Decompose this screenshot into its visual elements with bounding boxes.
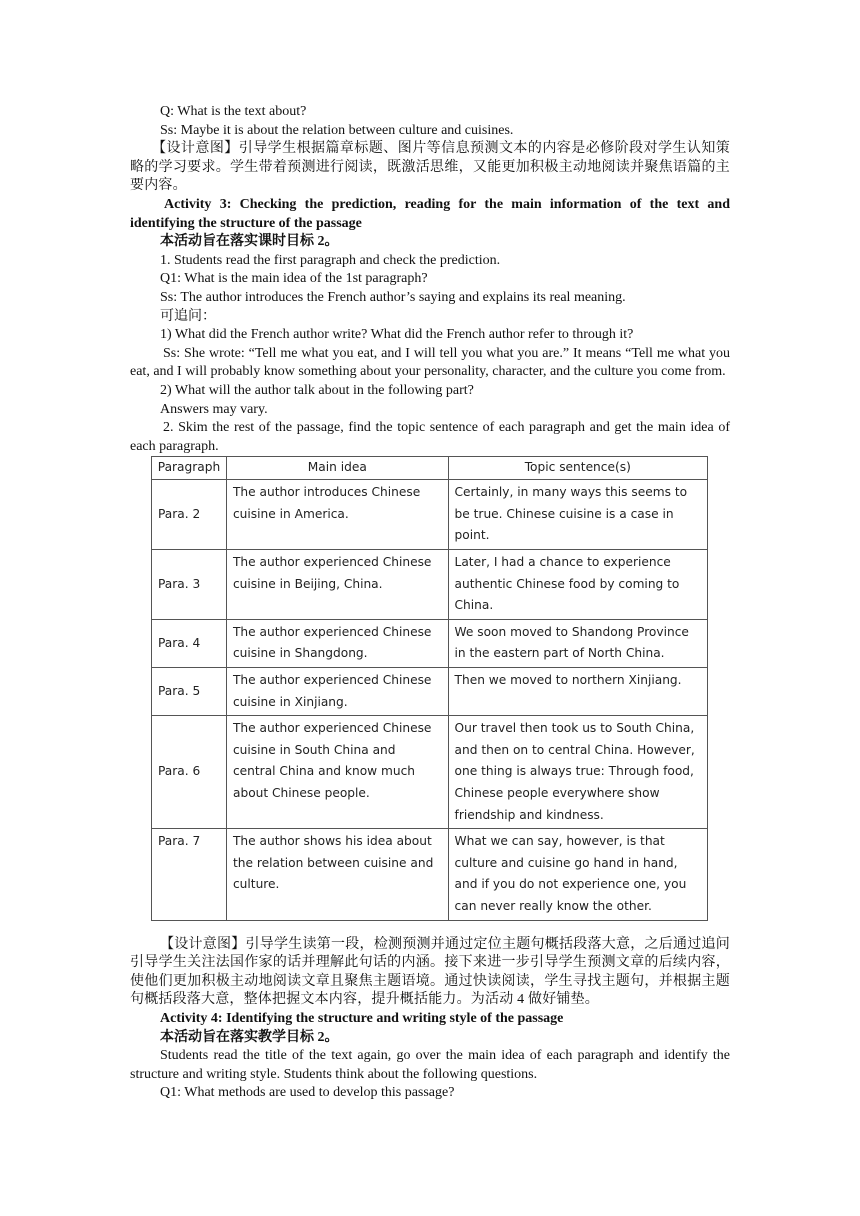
activity-4-title: Activity 4: Identifying the structure and writing style of the passage: [160, 1010, 564, 1026]
follow-up-answer-2: Answers may vary.: [160, 401, 268, 417]
cell-main-idea: The author experienced Chinese cuisine in Xinjiang.: [226, 668, 448, 716]
table-row: [152, 668, 708, 716]
cell-paragraph: Para. 2: [152, 480, 227, 550]
activity-3-title: Activity 3: Checking the prediction, reading for the main information of the text and identifying the structure of the passage: [130, 196, 730, 231]
table-row: [152, 550, 708, 620]
cell-paragraph: Para. 5: [152, 668, 227, 716]
table-row: [152, 619, 708, 667]
cell-topic-sentence: Our travel then took us to South China, and then on to central China. However, one thing is always true: Through food, Chinese people everywhere show friendship and kindness.: [448, 716, 707, 829]
cell-main-idea: The author shows his idea about the relation between cuisine and culture.: [226, 829, 448, 920]
cell-paragraph: Para. 7: [152, 829, 227, 920]
table-header-row: [152, 457, 708, 480]
question-methods: Q1: What methods are used to develop this passage?: [160, 1085, 455, 1101]
table-row: [152, 480, 708, 550]
follow-up-question-1: 1) What did the French author write? What did the French author refer to through it?: [160, 327, 634, 343]
cell-paragraph: Para. 3: [152, 550, 227, 620]
design-intent-1: 【设计意图】引导学生根据篇章标题、图片等信息预测文本的内容是必修阶段对学生认知策略的学习要求。学生带着预测进行阅读，既激活思维，又能更加积极主动地阅读并聚焦语篇的主要内容。: [130, 141, 730, 194]
cell-main-idea: The author experienced Chinese cuisine in Beijing, China.: [226, 550, 448, 620]
table-row: [152, 716, 708, 829]
step-1: 1. Students read the first paragraph and check the prediction.: [160, 252, 501, 268]
answer-1: Ss: The author introduces the French author’s saying and explains its real meaning.: [160, 289, 626, 305]
step-2: 2. Skim the rest of the passage, find the topic sentence of each paragraph and get the main idea of each paragraph.: [130, 420, 730, 454]
cell-topic-sentence: We soon moved to Shandong Province in the eastern part of North China.: [448, 619, 707, 667]
follow-up-answer-1: Ss: She wrote: “Tell me what you eat, and I will tell you what you are.” It means “Tell me what you eat, and I will probably know something about your personality, character, and the culture you come from.: [130, 345, 730, 380]
activity-3-goal: 本活动旨在落实课时目标 2。: [160, 234, 339, 250]
activity-4-step: Students read the title of the text again, go over the main idea of each paragraph and identify the structure and writing style. Students think about the following questions.: [130, 1048, 730, 1082]
cell-paragraph: Para. 4: [152, 619, 227, 667]
header-topic-sentence: Topic sentence(s): [448, 457, 707, 480]
cell-main-idea: The author experienced Chinese cuisine in Shangdong.: [226, 619, 448, 667]
table-row: [152, 829, 708, 920]
question-text-about: Q: What is the text about?: [160, 104, 307, 119]
cell-topic-sentence: What we can say, however, is that culture and cuisine go hand in hand, and if you do not experience one, you can never really know the other.: [448, 829, 707, 920]
follow-up-question-2: 2) What will the author talk about in the following part?: [160, 382, 474, 398]
header-main-idea: Main idea: [226, 457, 448, 480]
cell-topic-sentence: Later, I had a chance to experience authentic Chinese food by coming to China.: [448, 550, 707, 620]
header-paragraph: Paragraph: [152, 457, 227, 480]
cell-topic-sentence: Certainly, in many ways this seems to be true. Chinese cuisine is a case in point.: [448, 480, 707, 550]
cell-topic-sentence: Then we moved to northern Xinjiang.: [448, 668, 707, 716]
document-page: [130, 103, 730, 1103]
main-idea-table: [151, 456, 708, 920]
cell-main-idea: The author experienced Chinese cuisine in South China and central China and know much about Chinese people.: [226, 716, 448, 829]
question-1: Q1: What is the main idea of the 1st paragraph?: [160, 271, 428, 287]
answer-text-about: Ss: Maybe it is about the relation between culture and cuisines.: [160, 122, 514, 138]
design-intent-2: 【设计意图】引导学生读第一段，检测预测并通过定位主题句概括段落大意，之后通过追问引导学生关注法国作家的话并理解此句话的内涵。接下来进一步引导学生预测文章的后续内容，使他们更加积极主动地阅读文章且聚焦主题语境。通过快读阅读，学生寻找主题句，并根据主题句概括段落大意，整体把握文本内容，提升概括能力。为活动 4 做好铺垫。: [130, 936, 730, 1008]
cell-main-idea: The author introduces Chinese cuisine in America.: [226, 480, 448, 550]
activity-4-goal: 本活动旨在落实教学目标 2。: [160, 1029, 339, 1045]
follow-up-label: 可追问：: [160, 308, 216, 324]
cell-paragraph: Para. 6: [152, 716, 227, 829]
